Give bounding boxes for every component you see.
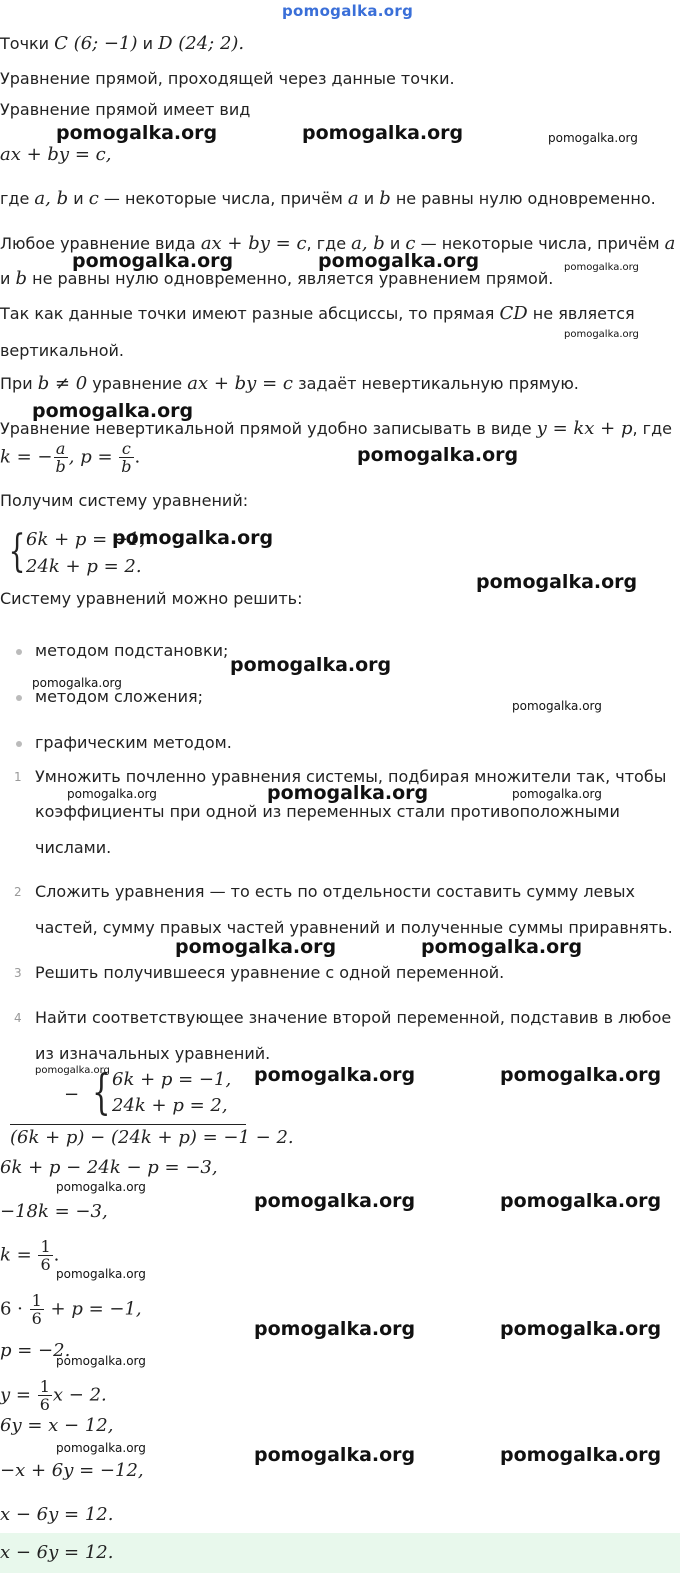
step-text: Решить получившееся уравнение с одной переменной. [35, 963, 505, 982]
abscissa-line: Так как данные точки имеют разные абсциссы, то прямая CD не является [0, 303, 635, 324]
subtract-sign: − [64, 1084, 80, 1105]
watermark: pomogalka.org [56, 122, 218, 144]
watermark: pomogalka.org [254, 1318, 416, 1340]
task-line: Уравнение прямой, проходящей через данные точки. [0, 69, 455, 88]
vertical-word: вертикальной. [0, 341, 125, 360]
watermark: pomogalka.org [56, 1441, 146, 1455]
line-form-intro: Уравнение прямой имеет вид [0, 100, 251, 119]
bullet [16, 695, 22, 701]
any-equation-line: Любое уравнение вида ax + by = c, где a, b и c — некоторые числа, причём a [0, 233, 676, 254]
watermark: pomogalka.org [548, 131, 638, 145]
get-system-line: Получим систему уравнений: [0, 491, 249, 510]
points-line [0, 33, 244, 55]
final-answer: x − 6y = 12. [0, 1542, 114, 1563]
step-equation: x − 6y = 12. [0, 1504, 114, 1525]
step-text: частей, сумму правых частей уравнений и полученные суммы приравнять. [35, 918, 673, 937]
solution-eq-2: 24k + p = 2, [112, 1095, 228, 1116]
subtraction-line [10, 1124, 246, 1125]
solution-eq-1: 6k + p = −1, [112, 1069, 232, 1090]
step-text: Умножить почленно уравнения системы, подбирая множители так, чтобы [35, 767, 667, 786]
watermark: pomogalka.org [564, 262, 639, 273]
step-text: из изначальных уравнений. [35, 1044, 271, 1063]
substitution-equation: 6 · $\frac{1}{6}$ + p = −1, [0, 1291, 142, 1328]
watermark: pomogalka.org [175, 936, 337, 958]
bullet [16, 649, 22, 655]
system-eq-2: 24k + p = 2. [26, 556, 142, 577]
watermark: pomogalka.org [421, 936, 583, 958]
step-number: 1 [14, 770, 22, 784]
step-text: Сложить уравнения — то есть по отдельности составить сумму левых [35, 882, 635, 901]
method-item: методом сложения; [35, 687, 203, 706]
system-brace: { [92, 1064, 111, 1120]
step-number: 3 [14, 966, 22, 980]
step-text: Найти соответствующее значение второй переменной, подставив в любое [35, 1008, 672, 1027]
watermark: pomogalka.org [254, 1444, 416, 1466]
p-value: p = −2. [0, 1340, 71, 1361]
step-equation: 6k + p − 24k − p = −3, [0, 1157, 218, 1178]
watermark: pomogalka.org [318, 250, 480, 272]
line-equation-result: y = $\frac{1}{6}$ x − 2. [0, 1377, 107, 1414]
watermark: pomogalka.org [56, 1180, 146, 1194]
watermark: pomogalka.org [254, 1190, 416, 1212]
watermark: pomogalka.org [112, 527, 274, 549]
step-number: 4 [14, 1011, 22, 1025]
header-watermark[interactable]: pomogalka.org [282, 2, 414, 20]
watermark: pomogalka.org [357, 444, 519, 466]
watermark: pomogalka.org [56, 1354, 146, 1368]
watermark: pomogalka.org [500, 1064, 662, 1086]
watermark: pomogalka.org [267, 782, 429, 804]
watermark: pomogalka.org [72, 250, 234, 272]
any-equation-line-2: и b не равны нулю одновременно, является уравнением прямой. [0, 268, 554, 289]
step-equation: −x + 6y = −12, [0, 1460, 144, 1481]
watermark: pomogalka.org [56, 1267, 146, 1281]
watermark: pomogalka.org [500, 1190, 662, 1212]
step-number: 2 [14, 885, 22, 899]
k-value: k = $\frac{1}{6}$ . [0, 1237, 60, 1274]
method-item: методом подстановки; [35, 641, 229, 660]
system-eq-1: 6k + p = −1, [26, 529, 146, 550]
watermark: pomogalka.org [500, 1444, 662, 1466]
coeff-note: где a, b и c — некоторые числа, причём a и b не равны нулю одновременно. [0, 188, 656, 209]
watermark: pomogalka.org [254, 1064, 416, 1086]
watermark: pomogalka.org [500, 1318, 662, 1340]
watermark: pomogalka.org [230, 654, 392, 676]
watermark: pomogalka.org [512, 787, 602, 801]
system-brace: { [8, 526, 26, 577]
k-p-definition: k = − $\frac{a}{b}$ , p = $\frac{c}{b}$ . [0, 439, 141, 476]
method-item: графическим методом. [35, 733, 232, 752]
watermark: pomogalka.org [32, 400, 194, 422]
text: Точки [0, 34, 50, 53]
step-text: коэффициенты при одной из переменных стали противоположными [35, 802, 620, 821]
nonvertical-line: При b ≠ 0 уравнение ax + by = c задаёт невертикальную прямую. [0, 373, 579, 394]
solve-methods-intro: Систему уравнений можно решить: [0, 589, 303, 608]
watermark: pomogalka.org [512, 699, 602, 713]
point-c: C (6; −1) [54, 33, 138, 54]
step-equation: −18k = −3, [0, 1201, 108, 1222]
watermark: pomogalka.org [32, 676, 122, 690]
watermark: pomogalka.org [67, 787, 157, 801]
watermark: pomogalka.org [302, 122, 464, 144]
watermark: pomogalka.org [476, 571, 638, 593]
step-equation: 6y = x − 12, [0, 1415, 114, 1436]
watermark: pomogalka.org [564, 329, 639, 340]
point-d: D (24; 2). [158, 33, 245, 54]
difference-equation: (6k + p) − (24k + p) = −1 − 2. [10, 1127, 294, 1148]
text: и [142, 34, 153, 53]
watermark: pomogalka.org [35, 1065, 110, 1076]
line-equation: ax + by = c, [0, 144, 112, 165]
step-text: числами. [35, 838, 112, 857]
bullet [16, 741, 22, 747]
slope-form-line: Уравнение невертикальной прямой удобно записывать в виде y = kx + p, где [0, 418, 672, 439]
